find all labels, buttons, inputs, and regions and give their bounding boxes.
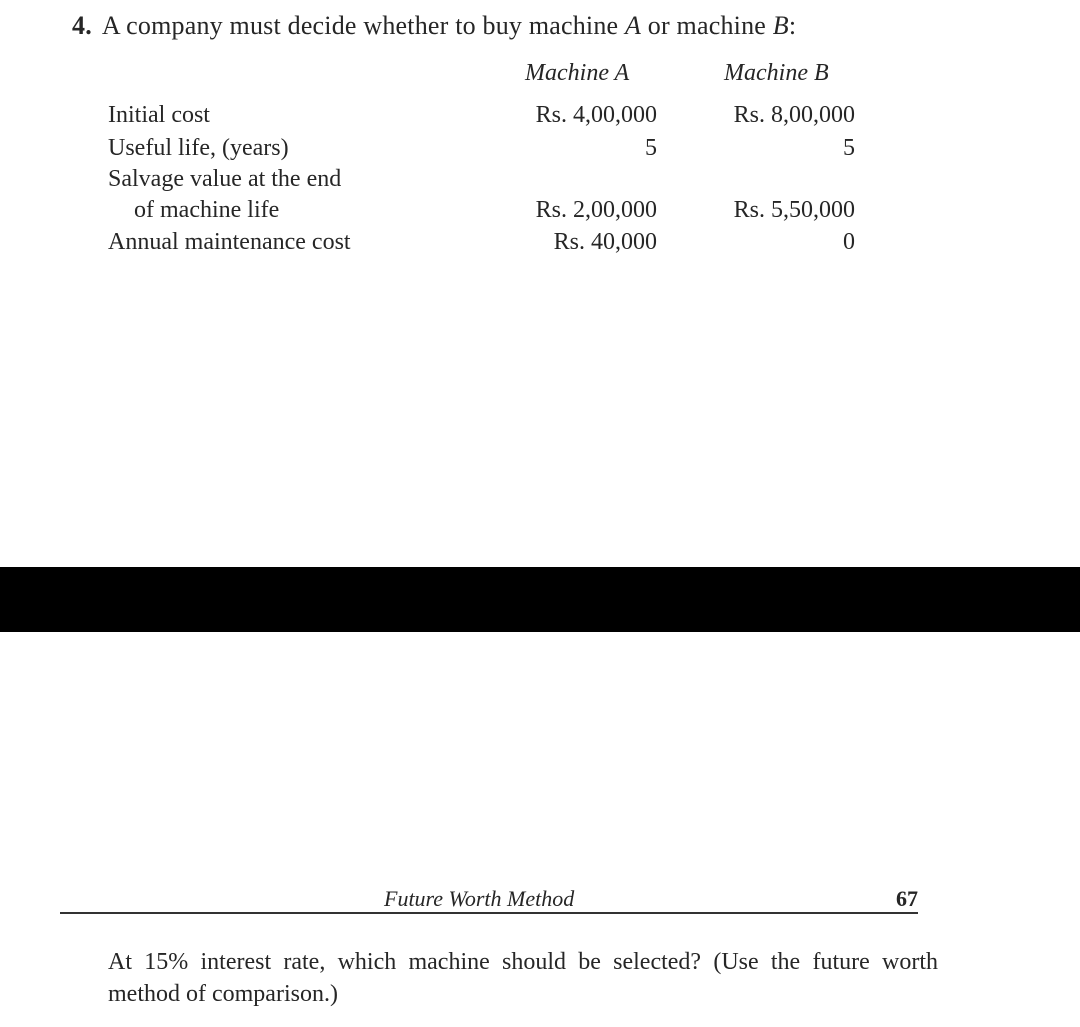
page-gap-band — [0, 567, 1080, 632]
header-rule — [60, 912, 918, 914]
cell-initial-cost-a: Rs. 4,00,000 — [535, 102, 657, 128]
cell-initial-cost-b: Rs. 8,00,000 — [733, 102, 855, 128]
row-label-salvage-value: Salvage value at the end — [108, 166, 342, 192]
cell-salvage-value-b: Rs. 5,50,000 — [733, 197, 855, 223]
machine-b-ref: B — [772, 11, 789, 40]
row-label-annual-maintenance: Annual maintenance cost — [108, 229, 351, 255]
cell-annual-maintenance-a: Rs. 40,000 — [553, 229, 657, 255]
row-label-useful-life: Useful life, (years) — [108, 135, 289, 161]
question-number: 4. — [72, 11, 92, 40]
column-header-machine-a: Machine A — [525, 60, 630, 86]
cell-useful-life-a: 5 — [645, 135, 657, 161]
question-text-part: A company must decide whether to buy machine — [101, 11, 625, 40]
question-continuation: At 15% interest rate, which machine should be selected? (Use the future worth method of comparison.) — [108, 949, 938, 1007]
machine-a-ref: A — [625, 11, 642, 40]
cell-salvage-value-a: Rs. 2,00,000 — [535, 197, 657, 223]
row-label-initial-cost: Initial cost — [108, 102, 210, 128]
question-heading — [72, 8, 796, 44]
running-header-title: Future Worth Method — [384, 886, 575, 911]
question-text-part: : — [788, 11, 797, 40]
question-text-part: or machine — [641, 11, 773, 40]
row-label-salvage-value-cont: of machine life — [134, 197, 280, 223]
cell-annual-maintenance-b: 0 — [843, 229, 855, 255]
cell-useful-life-b: 5 — [843, 135, 855, 161]
column-header-machine-b: Machine B — [724, 60, 829, 86]
page-number: 67 — [896, 886, 918, 911]
